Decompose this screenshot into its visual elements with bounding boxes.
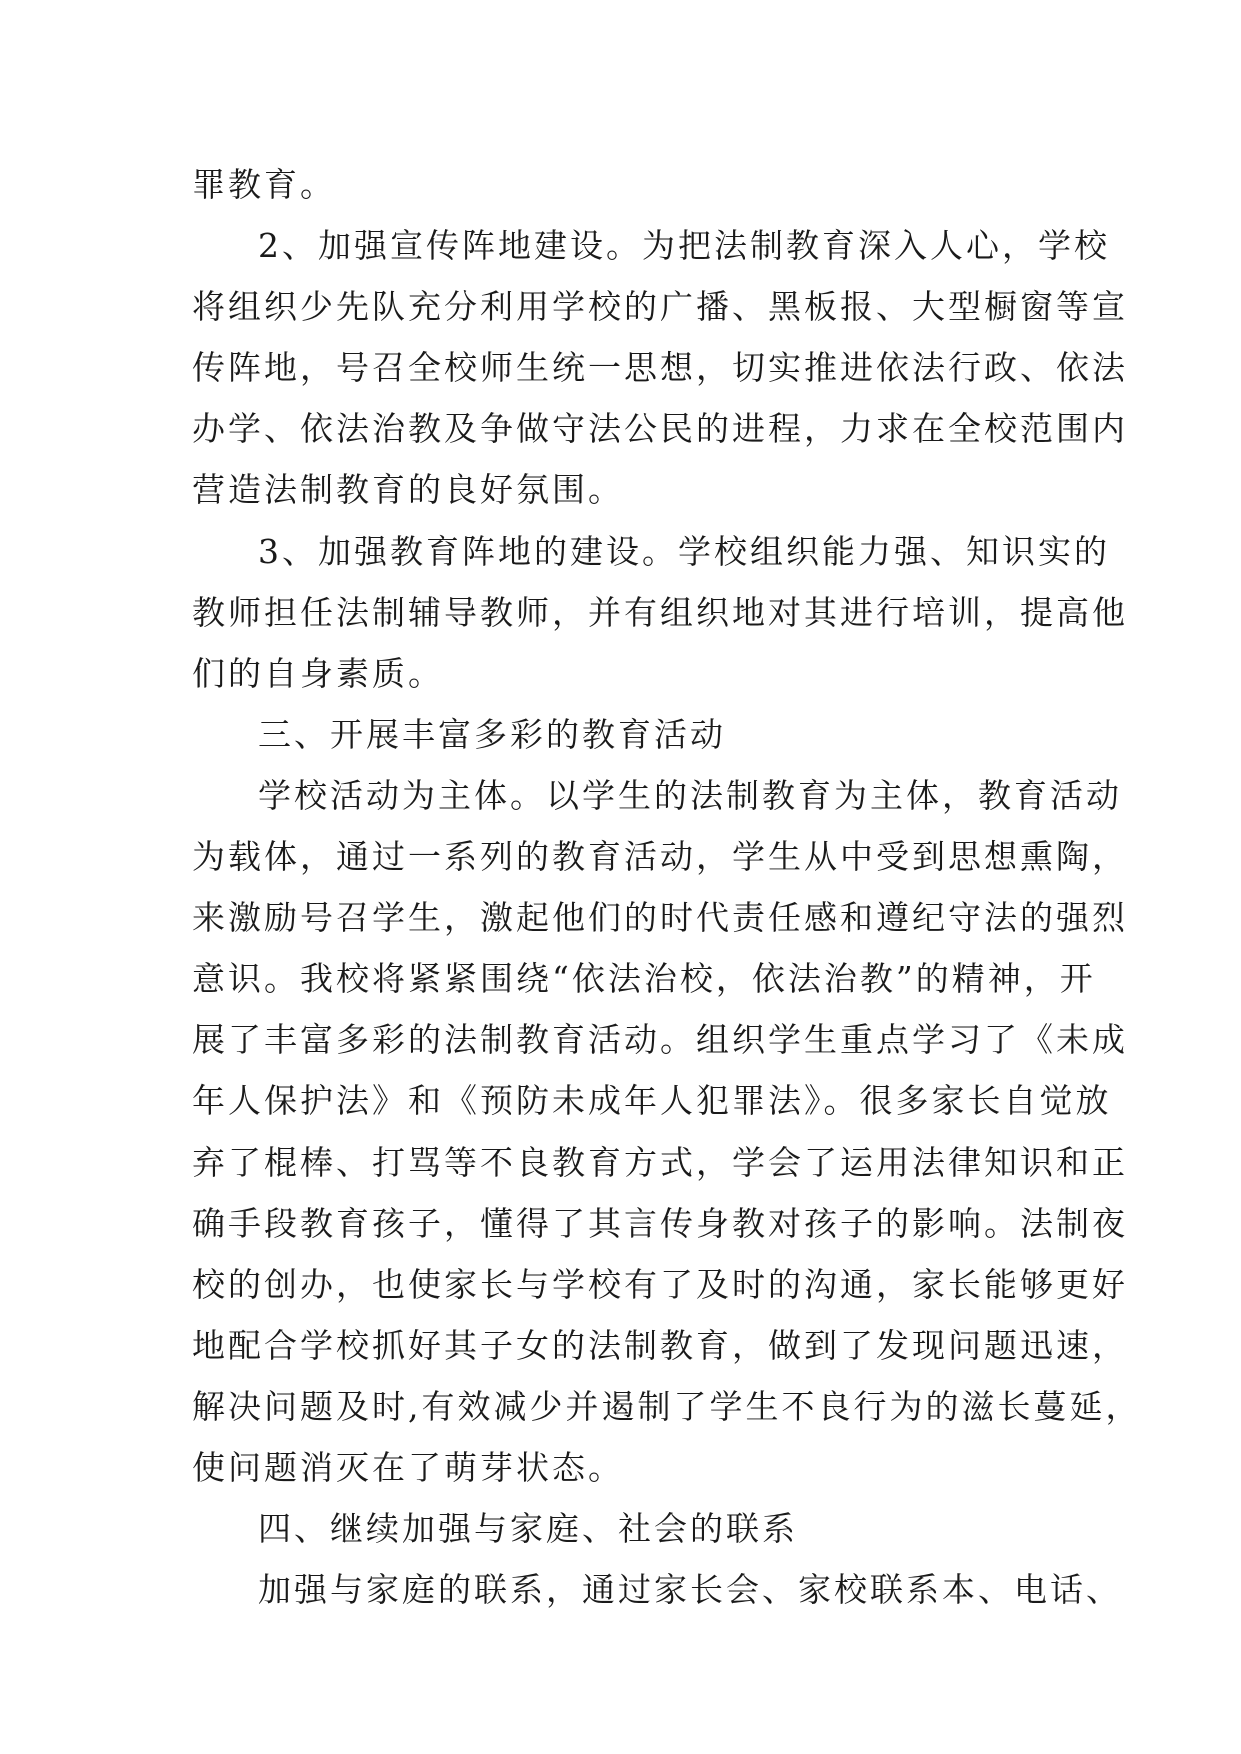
text-line: 展了丰富多彩的法制教育活动。组织学生重点学习了《未成 xyxy=(192,1020,1128,1060)
text-line: 使问题消灭在了萌芽状态。 xyxy=(192,1447,624,1487)
text-line: 传阵地，号召全校师生统一思想，切实推进依法行政、依法 xyxy=(192,348,1128,388)
text-line: 办学、依法治教及争做守法公民的进程，力求在全校范围内 xyxy=(192,409,1128,449)
text-line: 弃了棍棒、打骂等不良教育方式，学会了运用法律知识和正 xyxy=(192,1142,1128,1182)
text-line: 教师担任法制辅导教师，并有组织地对其进行培训，提高他 xyxy=(192,592,1128,632)
text-line: 3、加强教育阵地的建设。学校组织能力强、知识实的 xyxy=(258,531,1110,571)
body-text xyxy=(192,154,1142,1620)
text-line: 2、加强宣传阵地建设。为把法制教育深入人心，学校 xyxy=(258,226,1110,266)
text-line: 将组织少先队充分利用学校的广播、黑板报、大型橱窗等宣 xyxy=(192,287,1128,327)
text-line: 们的自身素质。 xyxy=(192,653,444,693)
text-line: 地配合学校抓好其子女的法制教育，做到了发现问题迅速， xyxy=(192,1325,1128,1365)
text-line: 四、继续加强与家庭、社会的联系 xyxy=(258,1509,798,1549)
text-line: 营造法制教育的良好氛围。 xyxy=(192,470,624,510)
text-line: 来激励号召学生，激起他们的时代责任感和遵纪守法的强烈 xyxy=(192,898,1128,938)
text-line: 学校活动为主体。以学生的法制教育为主体，教育活动 xyxy=(258,775,1122,815)
text-line: 意识。我校将紧紧围绕“依法治校，依法治教”的精神，开 xyxy=(192,959,1096,999)
text-line: 确手段教育孩子，懂得了其言传身教对孩子的影响。法制夜 xyxy=(192,1203,1128,1243)
text-line: 加强与家庭的联系，通过家长会、家校联系本、电话、 xyxy=(258,1570,1122,1610)
text-line: 为载体，通过一系列的教育活动，学生从中受到思想熏陶， xyxy=(192,837,1128,877)
text-line: 三、开展丰富多彩的教育活动 xyxy=(258,714,726,754)
text-line: 解决问题及时,有效减少并遏制了学生不良行为的滋长蔓延， xyxy=(192,1386,1142,1426)
text-line: 校的创办，也使家长与学校有了及时的沟通，家长能够更好 xyxy=(192,1264,1128,1304)
text-line: 年人保护法》和《预防未成年人犯罪法》。很多家长自觉放 xyxy=(192,1081,1112,1121)
text-line: 罪教育。 xyxy=(192,165,336,204)
